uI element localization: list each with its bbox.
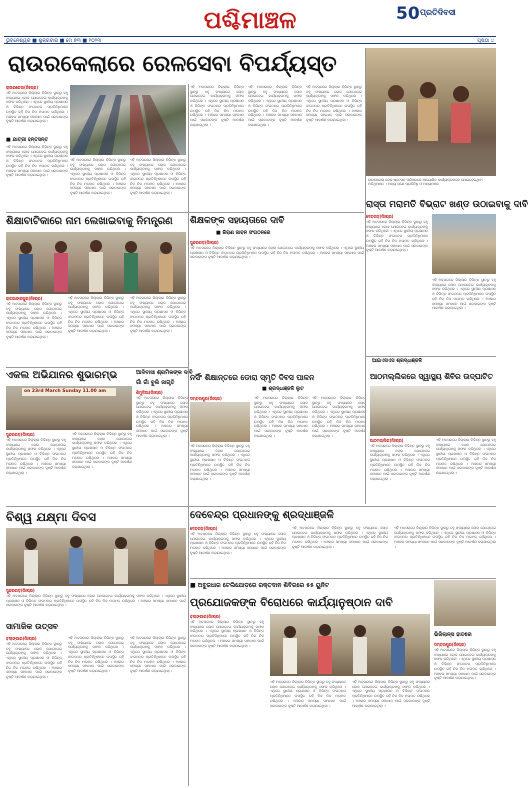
health-byline: ଆଠମଲ୍ଲିକ(ନିଃପ୍ର) [370,438,404,443]
rule-h4 [190,578,496,579]
ekal-byline: ସୁନ୍ଦରଗଡ଼(ନିଃପ୍ର) [6,432,35,437]
protest-photo [270,614,430,676]
rule-h3 [6,506,496,507]
social-col-a: ଏହି ଅବସରରେ ଜିଲ୍ଲାର ବିଭିନ୍ନ ସ୍ଥାନରୁ ବହୁ ସଂଖ୍ୟାରେ ଲୋକ ଯୋଗଦେଇ କାର୍ଯ୍ୟକ୍ରମକୁ ସଫଳ କରିଥିଲେ । ଏଥିରେ ସ୍ଥାନୀୟ ପ୍ରଶାସନ ଓ ବିଭିନ୍ନ ସଂଗଠନର ପ୍ରତିନିଧିମାନେ ଉପସ୍ଥିତ ରହି ନିଜ ନିଜ ମତାମତ ରଖିଥିଲେ । ଅଞ୍ଚଳର ସମସ୍ୟା ସମାଧାନ ପାଇଁ ସରକାରଙ୍କ ଦୃଷ୍ଟି ଆକର୍ଷଣ କରାଯାଇଥିଲା । [6,642,62,679]
ekal-banner-text: on 23rd March Sunday 11.00 am [24,389,107,394]
protest-byline: ବଲାଙ୍ଗୀର(ନିଃପ୍ର) [190,614,221,619]
teacher-byline: ସୁନ୍ଦରଗଡ଼(ନିଃପ୍ର) [190,240,219,245]
date-line: ଭୁବନେଶ୍ୱର ■ ଶୁକ୍ରବାର ■ ମେ ୭୩ ■ ୨୦୨୩ [6,37,102,44]
anniversary-logo [396,4,422,26]
social-col-c: ଏହି ଅବସରରେ ଜିଲ୍ଲାର ବିଭିନ୍ନ ସ୍ଥାନରୁ ବହୁ ସଂଖ୍ୟାରେ ଲୋକ ଯୋଗଦେଇ କାର୍ଯ୍ୟକ୍ରମକୁ ସଫଳ କରିଥିଲେ । ଏଥିରେ ସ୍ଥାନୀୟ ପ୍ରଶାସନ ଓ ବିଭିନ୍ନ ସଂଗଠନର ପ୍ରତିନିଧିମାନେ ଉପସ୍ଥିତ ରହି ନିଜ ନିଜ ମତାମତ ରଖିଥିଲେ । ଅଞ୍ଚଳର ସମସ୍ୟା ସମାଧାନ ପାଇଁ ସରକାରଙ୍କ ଦୃଷ୍ଟି ଆକର୍ଷଣ କରାଯାଇଥିଲା । [130,636,186,673]
tb-photo [6,528,186,586]
teacher-headline: ଶିକ୍ଷକଙ୍କ ସହାୟତାରେ ଦାବି [190,216,285,226]
protest-headline: ପ୍ରଯୋଜକଙ୍କ ବିରୋଧରେ କାର୍ଯ୍ୟାନୁଷ୍ଠାନ ଦାବି [190,596,393,609]
school-byline: ରାଜଗାଙ୍ଗପୁର(ନିଃପ୍ର) [6,296,43,301]
labour-byline: ଶିମୁଳିଆ(ନିଃପ୍ର) [136,390,163,395]
bottom-right-headline: ଭିଜିଲାନ୍ସ ହାତରେ [434,632,472,638]
masthead-title: ପଶ୍ଚିମାଞ୍ଚଳ [203,6,297,34]
date-bar [4,36,496,44]
lead-headline: ରାଉରକେଲାରେ ରେଳସେବା ବିପର୍ଯ୍ୟସ୍ତ [8,52,337,77]
nursing-col-a: ଏହି ଅବସରରେ ଜିଲ୍ଲାର ବିଭିନ୍ନ ସ୍ଥାନରୁ ବହୁ ସଂଖ୍ୟାରେ ଲୋକ ଯୋଗଦେଇ କାର୍ଯ୍ୟକ୍ରମକୁ ସଫଳ କରିଥିଲେ । ଏଥିରେ ସ୍ଥାନୀୟ ପ୍ରଶାସନ ଓ ବିଭିନ୍ନ ସଂଗଠନର ପ୍ରତିନିଧିମାନେ ଉପସ୍ଥିତ ରହି ନିଜ ନିଜ ମତାମତ ରଖିଥିଲେ । ଅଞ୍ଚଳର ସମସ୍ୟା ସମାଧାନ ପାଇଁ ସରକାରଙ୍କ ଦୃଷ୍ଟି ଆକର୍ଷଣ କରାଯାଇଥିଲା । [190,444,250,481]
social-headline: ସାମାଜିକ ଉତ୍ସବ [6,622,59,631]
pradhan-body [190,526,496,574]
protest-col-c: ଏହି ଅବସରରେ ଜିଲ୍ଲାର ବିଭିନ୍ନ ସ୍ଥାନରୁ ବହୁ ସଂଖ୍ୟାରେ ଲୋକ ଯୋଗଦେଇ କାର୍ଯ୍ୟକ୍ରମକୁ ସଫଳ କରିଥିଲେ । ଏଥିରେ ସ୍ଥାନୀୟ ପ୍ରଶାସନ ଓ ବିଭିନ୍ନ ସଂଗଠନର ପ୍ରତିନିଧିମାନେ ଉପସ୍ଥିତ ରହି ନିଜ ନିଜ ମତାମତ ରଖିଥିଲେ । ଅଞ୍ଚଳର ସମସ୍ୟା ସମାଧାନ ପାଇଁ ସରକାରଙ୍କ ଦୃଷ୍ଟି ଆକର୍ଷଣ କରାଯାଇଥିଲା । [352,680,430,708]
lead-col-e: ଏହି ଅବସରରେ ଜିଲ୍ଲାର ବିଭିନ୍ନ ସ୍ଥାନରୁ ବହୁ ସଂଖ୍ୟାରେ ଲୋକ ଯୋଗଦେଇ କାର୍ଯ୍ୟକ୍ରମକୁ ସଫଳ କରିଥିଲେ । ଏଥିରେ ସ୍ଥାନୀୟ ପ୍ରଶାସନ ଓ ବିଭିନ୍ନ ସଂଗଠନର ପ୍ରତିନିଧିମାନେ ଉପସ୍ଥିତ ରହି ନିଜ ନିଜ ମତାମତ ରଖିଥିଲେ । ଅଞ୍ଚଳର ସମସ୍ୟା ସମାଧାନ ପାଇଁ ସରକାରଙ୍କ ଦୃଷ୍ଟି ଆକର୍ଷଣ କରାଯାଇଥିଲା । [306,85,362,122]
health-photo [370,386,496,436]
nursing-col-c: ଏହି ଅବସରରେ ଜିଲ୍ଲାର ବିଭିନ୍ନ ସ୍ଥାନରୁ ବହୁ ସଂଖ୍ୟାରେ ଲୋକ ଯୋଗଦେଇ କାର୍ଯ୍ୟକ୍ରମକୁ ସଫଳ କରିଥିଲେ । ଏଥିରେ ସ୍ଥାନୀୟ ପ୍ରଶାସନ ଓ ବିଭିନ୍ନ ସଂଗଠନର ପ୍ରତିନିଧିମାନେ ଉପସ୍ଥିତ ରହି ନିଜ ନିଜ ମତାମତ ରଖିଥିଲେ । ଅଞ୍ଚଳର ସମସ୍ୟା ସମାଧାନ ପାଇଁ ସରକାରଙ୍କ ଦୃଷ୍ଟି ଆକର୍ଷଣ କରାଯାଇଥିଲା । [312,396,366,438]
lead-col-c: ଏହି ଅବସରରେ ଜିଲ୍ଲାର ବିଭିନ୍ନ ସ୍ଥାନରୁ ବହୁ ସଂଖ୍ୟାରେ ଲୋକ ଯୋଗଦେଇ କାର୍ଯ୍ୟକ୍ରମକୁ ସଫଳ କରିଥିଲେ । ଏଥିରେ ସ୍ଥାନୀୟ ପ୍ରଶାସନ ଓ ବିଭିନ୍ନ ସଂଗଠନର ପ୍ରତିନିଧିମାନେ ଉପସ୍ଥିତ ରହି ନିଜ ନିଜ ମତାମତ ରଖିଥିଲେ । ଅଞ୍ଚଳର ସମସ୍ୟା ସମାଧାନ ପାଇଁ ସରକାରଙ୍କ ଦୃଷ୍ଟି ଆକର୍ଷଣ କରାଯାଇଥିଲା । [190,85,244,127]
rule-h1 [6,212,364,213]
bottom-right-byline: ସମ୍ବଲପୁର(ନିଃପ୍ର) [434,642,466,647]
labour-body-text: ଏହି ଅବସରରେ ଜିଲ୍ଲାର ବିଭିନ୍ନ ସ୍ଥାନରୁ ବହୁ ସଂଖ୍ୟାରେ ଲୋକ ଯୋଗଦେଇ କାର୍ଯ୍ୟକ୍ରମକୁ ସଫଳ କରିଥିଲେ । ଏଥିରେ ସ୍ଥାନୀୟ ପ୍ରଶାସନ ଓ ବିଭିନ୍ନ ସଂଗଠନର ପ୍ରତିନିଧିମାନେ ଉପସ୍ଥିତ ରହି ନିଜ ନିଜ ମତାମତ ରଖିଥିଲେ । ଅଞ୍ଚଳର ସମସ୍ୟା ସମାଧାନ ପାଇଁ ସରକାରଙ୍କ ଦୃଷ୍ଟି ଆକର୍ଷଣ କରାଯାଇଥିଲା । [136,396,188,438]
nursing-photo [190,402,250,442]
nursing-col-b: ଏହି ଅବସରରେ ଜିଲ୍ଲାର ବିଭିନ୍ନ ସ୍ଥାନରୁ ବହୁ ସଂଖ୍ୟାରେ ଲୋକ ଯୋଗଦେଇ କାର୍ଯ୍ୟକ୍ରମକୁ ସଫଳ କରିଥିଲେ । ଏଥିରେ ସ୍ଥାନୀୟ ପ୍ରଶାସନ ଓ ବିଭିନ୍ନ ସଂଗଠନର ପ୍ରତିନିଧିମାନେ ଉପସ୍ଥିତ ରହି ନିଜ ନିଜ ମତାମତ ରଖିଥିଲେ । ଅଞ୍ଚଳର ସମସ୍ୟା ସମାଧାନ ପାଇଁ ସରକାରଙ୍କ ଦୃଷ୍ଟି ଆକର୍ଷଣ କରାଯାଇଥିଲା । [254,396,308,438]
lead-text-col [6,85,68,210]
nursing-headline: ନର୍ସିଂ ଶିକ୍ଷାନ୍ତରେ ଡୋରା ସ୍ମୃତି ଦିବସ ପାଳନ [190,373,315,382]
pradhan-headline: ଦେବେନ୍ଦ୍ର ପ୍ରଧାନଙ୍କୁ ଶ୍ରଦ୍ଧାଞ୍ଜଳି [190,510,334,521]
bottom-right-body [434,642,496,786]
ekal-headline: ଏକଲ ଅଭିଯାନର ଶୁଭାରମ୍ଭ [6,370,118,381]
teacher-body-text: ଏହି ଅବସରରେ ଜିଲ୍ଲାର ବିଭିନ୍ନ ସ୍ଥାନରୁ ବହୁ ସଂଖ୍ୟାରେ ଲୋକ ଯୋଗଦେଇ କାର୍ଯ୍ୟକ୍ରମକୁ ସଫଳ କରିଥିଲେ । ଏଥିରେ ସ୍ଥାନୀୟ ପ୍ରଶାସନ ଓ ବିଭିନ୍ନ ସଂଗଠନର ପ୍ରତିନିଧିମାନେ ଉପସ୍ଥିତ ରହି ନିଜ ନିଜ ମତାମତ ରଖିଥିଲେ । ଅଞ୍ଚଳର ସମସ୍ୟା ସମାଧାନ ପାଇଁ ସରକାରଙ୍କ ଦୃଷ୍ଟି ଆକର୍ଷଣ କରାଯାଇଥିଲା । [190,246,364,260]
lead-columns [70,158,186,210]
school-photo [6,232,186,294]
labour-body [136,390,188,504]
ekal-body [6,432,132,504]
lead-photo [70,85,186,155]
road-body-a: ଏହି ଅବସରରେ ଜିଲ୍ଲାର ବିଭିନ୍ନ ସ୍ଥାନରୁ ବହୁ ସଂଖ୍ୟାରେ ଲୋକ ଯୋଗଦେଇ କାର୍ଯ୍ୟକ୍ରମକୁ ସଫଳ କରିଥିଲେ । ଏଥିରେ ସ୍ଥାନୀୟ ପ୍ରଶାସନ ଓ ବିଭିନ୍ନ ସଂଗଠନର ପ୍ରତିନିଧିମାନେ ଉପସ୍ଥିତ ରହି ନିଜ ନିଜ ମତାମତ ରଖିଥିଲେ । ଅଞ୍ଚଳର ସମସ୍ୟା ସମାଧାନ ପାଇଁ ସରକାରଙ୍କ ଦୃଷ୍ଟି ଆକର୍ଷଣ କରାଯାଇଥିଲା । [366,220,428,253]
page-number: ପୃଷ୍ଠା ୪ [477,37,494,44]
protest-body [190,614,430,786]
nursing-subhead: ■ ଶ୍ରଦ୍ଧାଞ୍ଜଳି ଲୁଟ [262,386,304,392]
protest-col-a: ଏହି ଅବସରରେ ଜିଲ୍ଲାର ବିଭିନ୍ନ ସ୍ଥାନରୁ ବହୁ ସଂଖ୍ୟାରେ ଲୋକ ଯୋଗଦେଇ କାର୍ଯ୍ୟକ୍ରମକୁ ସଫଳ କରିଥିଲେ । ଏଥିରେ ସ୍ଥାନୀୟ ପ୍ରଶାସନ ଓ ବିଭିନ୍ନ ସଂଗଠନର ପ୍ରତିନିଧିମାନେ ଉପସ୍ଥିତ ରହି ନିଜ ନିଜ ମତାମତ ରଖିଥିଲେ । ଅଞ୍ଚଳର ସମସ୍ୟା ସମାଧାନ ପାଇଁ ସରକାରଙ୍କ ଦୃଷ୍ଟି ଆକର୍ଷଣ କରାଯାଇଥିଲା । [190,620,264,648]
event-photo [366,48,496,176]
rule-v1 [188,84,189,786]
school-col-b: ଏହି ଅବସରରେ ଜିଲ୍ଲାର ବିଭିନ୍ନ ସ୍ଥାନରୁ ବହୁ ସଂଖ୍ୟାରେ ଲୋକ ଯୋଗଦେଇ କାର୍ଯ୍ୟକ୍ରମକୁ ସଫଳ କରିଥିଲେ । ଏଥିରେ ସ୍ଥାନୀୟ ପ୍ରଶାସନ ଓ ବିଭିନ୍ନ ସଂଗଠନର ପ୍ରତିନିଧିମାନେ ଉପସ୍ଥିତ ରହି ନିଜ ନିଜ ମତାମତ ରଖିଥିଲେ । ଅଞ୍ଚଳର ସମସ୍ୟା ସମାଧାନ ପାଇଁ ସରକାରଙ୍କ ଦୃଷ୍ଟି ଆକର୍ଷଣ କରାଯାଇଥିଲା । [68,296,124,333]
nursing-byline: ସମ୍ବଲପୁର(ନିଃପ୍ର) [190,396,222,401]
ekal-col-b: ଏହି ଅବସରରେ ଜିଲ୍ଲାର ବିଭିନ୍ନ ସ୍ଥାନରୁ ବହୁ ସଂଖ୍ୟାରେ ଲୋକ ଯୋଗଦେଇ କାର୍ଯ୍ୟକ୍ରମକୁ ସଫଳ କରିଥିଲେ । ଏଥିରେ ସ୍ଥାନୀୟ ପ୍ରଶାସନ ଓ ବିଭିନ୍ନ ସଂଗଠନର ପ୍ରତିନିଧିମାନେ ଉପସ୍ଥିତ ରହି ନିଜ ନିଜ ମତାମତ ରଖିଥିଲେ । ଅଞ୍ଚଳର ସମସ୍ୟା ସମାଧାନ ପାଇଁ ସରକାରଙ୍କ ଦୃଷ୍ଟି ଆକର୍ଷଣ କରାଯାଇଥିଲା । [72,432,132,469]
brand-name: ପ୍ରତିଦିବସୀ [420,8,456,17]
pradhan-col-c: ଏହି ଅବସରରେ ଜିଲ୍ଲାର ବିଭିନ୍ନ ସ୍ଥାନରୁ ବହୁ ସଂଖ୍ୟାରେ ଲୋକ ଯୋଗଦେଇ କାର୍ଯ୍ୟକ୍ରମକୁ ସଫଳ କରିଥିଲେ । ଏଥିରେ ସ୍ଥାନୀୟ ପ୍ରଶାସନ ଓ ବିଭିନ୍ନ ସଂଗଠନର ପ୍ରତିନିଧିମାନେ ଉପସ୍ଥିତ ରହି ନିଜ ନିଜ ମତାମତ ରଖିଥିଲେ । ଅଞ୍ଚଳର ସମସ୍ୟା ସମାଧାନ ପାଇଁ ସରକାରଙ୍କ ଦୃଷ୍ଟି ଆକର୍ଷଣ କରାଯାଇଥିଲା । [394,526,496,549]
pradhan-col-a: ଏହି ଅବସରରେ ଜିଲ୍ଲାର ବିଭିନ୍ନ ସ୍ଥାନରୁ ବହୁ ସଂଖ୍ୟାରେ ଲୋକ ଯୋଗଦେଇ କାର୍ଯ୍ୟକ୍ରମକୁ ସଫଳ କରିଥିଲେ । ଏଥିରେ ସ୍ଥାନୀୟ ପ୍ରଶାସନ ଓ ବିଭିନ୍ନ ସଂଗଠନର ପ୍ରତିନିଧିମାନେ ଉପସ୍ଥିତ ରହି ନିଜ ନିଜ ମତାମତ ରଖିଥିଲେ । ଅଞ୍ଚଳର ସମସ୍ୟା ସମାଧାନ ପାଇଁ ସରକାରଙ୍କ ଦୃଷ୍ଟି ଆକର୍ଷଣ କରାଯାଇଥିଲା । [190,532,286,555]
social-body [6,636,186,786]
ekal-col-a: ଏହି ଅବସରରେ ଜିଲ୍ଲାର ବିଭିନ୍ନ ସ୍ଥାନରୁ ବହୁ ସଂଖ୍ୟାରେ ଲୋକ ଯୋଗଦେଇ କାର୍ଯ୍ୟକ୍ରମକୁ ସଫଳ କରିଥିଲେ । ଏଥିରେ ସ୍ଥାନୀୟ ପ୍ରଶାସନ ଓ ବିଭିନ୍ନ ସଂଗଠନର ପ୍ରତିନିଧିମାନେ ଉପସ୍ଥିତ ରହି ନିଜ ନିଜ ମତାମତ ରଖିଥିଲେ । ଅଞ୍ଚଳର ସମସ୍ୟା ସମାଧାନ ପାଇଁ ସରକାରଙ୍କ ଦୃଷ୍ଟି ଆକର୍ଷଣ କରାଯାଇଥିଲା । [6,438,66,475]
social-col-b: ଏହି ଅବସରରେ ଜିଲ୍ଲାର ବିଭିନ୍ନ ସ୍ଥାନରୁ ବହୁ ସଂଖ୍ୟାରେ ଲୋକ ଯୋଗଦେଇ କାର୍ଯ୍ୟକ୍ରମକୁ ସଫଳ କରିଥିଲେ । ଏଥିରେ ସ୍ଥାନୀୟ ପ୍ରଶାସନ ଓ ବିଭିନ୍ନ ସଂଗଠନର ପ୍ରତିନିଧିମାନେ ଉପସ୍ଥିତ ରହି ନିଜ ନିଜ ମତାମତ ରଖିଥିଲେ । ଅଞ୍ଚଳର ସମସ୍ୟା ସମାଧାନ ପାଇଁ ସରକାରଙ୍କ ଦୃଷ୍ଟି ଆକର୍ଷଣ କରାଯାଇଥିଲା । [68,636,124,673]
labour-headline: ଆଦିବାସୀ ଶ୍ରମିକଙ୍କ ଦାବି [136,370,193,376]
lead-body-2: ଏହି ଅବସରରେ ଜିଲ୍ଲାର ବିଭିନ୍ନ ସ୍ଥାନରୁ ବହୁ ସଂଖ୍ୟାରେ ଲୋକ ଯୋଗଦେଇ କାର୍ଯ୍ୟକ୍ରମକୁ ସଫଳ କରିଥିଲେ । ଏଥିରେ ସ୍ଥାନୀୟ ପ୍ରଶାସନ ଓ ବିଭିନ୍ନ ସଂଗଠନର ପ୍ରତିନିଧିମାନେ ଉପସ୍ଥିତ ରହି ନିଜ ନିଜ ମତାମତ ରଖିଥିଲେ । ଅଞ୍ଚଳର ସମସ୍ୟା ସମାଧାନ ପାଇଁ ସରକାରଙ୍କ ଦୃଷ୍ଟି ଆକର୍ଷଣ କରାଯାଇଥିଲା । [6,145,68,178]
tb-body [6,588,186,618]
health-kicker: ଆଇଏସଏସ ଶ୍ରଦ୍ଧାଞ୍ଜଳି [372,358,422,364]
road-photo [432,214,496,274]
bottom-right-photo [434,580,496,626]
school-col-a: ଏହି ଅବସରରେ ଜିଲ୍ଲାର ବିଭିନ୍ନ ସ୍ଥାନରୁ ବହୁ ସଂଖ୍ୟାରେ ଲୋକ ଯୋଗଦେଇ କାର୍ଯ୍ୟକ୍ରମକୁ ସଫଳ କରିଥିଲେ । ଏଥିରେ ସ୍ଥାନୀୟ ପ୍ରଶାସନ ଓ ବିଭିନ୍ନ ସଂଗଠନର ପ୍ରତିନିଧିମାନେ ଉପସ୍ଥିତ ରହି ନିଜ ନିଜ ମତାମତ ରଖିଥିଲେ । ଅଞ୍ଚଳର ସମସ୍ୟା ସମାଧାନ ପାଇଁ ସରକାରଙ୍କ ଦୃଷ୍ଟି ଆକର୍ଷଣ କରାଯାଇଥିଲା । [6,302,62,339]
road-body-b: ଏହି ଅବସରରେ ଜିଲ୍ଲାର ବିଭିନ୍ନ ସ୍ଥାନରୁ ବହୁ ସଂଖ୍ୟାରେ ଲୋକ ଯୋଗଦେଇ କାର୍ଯ୍ୟକ୍ରମକୁ ସଫଳ କରିଥିଲେ । ଏଥିରେ ସ୍ଥାନୀୟ ପ୍ରଶାସନ ଓ ବିଭିନ୍ନ ସଂଗଠନର ପ୍ରତିନିଧିମାନେ ଉପସ୍ଥିତ ରହି ନିଜ ନିଜ ମତାମତ ରଖିଥିଲେ । ଅଞ୍ଚଳର ସମସ୍ୟା ସମାଧାନ ପାଇଁ ସରକାରଙ୍କ ଦୃଷ୍ଟି ଆକର୍ଷଣ କରାଯାଇଥିଲା । [432,278,496,311]
event-photo-caption: ରାଉରକେଲା ରେଳ ଷ୍ଟେସନ ପରିସରରେ ଆୟୋଜିତ କାର୍ଯ୍ୟକ୍ରମରେ ଯୋଗଦେଇଥିବା ଅତିଥିମାନେ । ଅନ୍ୟ ଜଣେ ପ୍ରତିନିଧି ଓ ଅନ୍ୟମାନେ [368,178,483,187]
rule-v2 [365,48,366,504]
ekal-photo [6,386,132,430]
blood-headline: ■ ଅବୁଜଧାର ଟେଲିଯୋଡ଼ରେ ରକ୍ତଦାନ ଶିବିରରେ ୫୫ ୟୁନିଟ [190,582,330,589]
social-byline: ବଲାଙ୍ଗୀର(ନିଃପ୍ର) [6,636,37,641]
health-col-b: ଏହି ଅବସରରେ ଜିଲ୍ଲାର ବିଭିନ୍ନ ସ୍ଥାନରୁ ବହୁ ସଂଖ୍ୟାରେ ଲୋକ ଯୋଗଦେଇ କାର୍ଯ୍ୟକ୍ରମକୁ ସଫଳ କରିଥିଲେ । ଏଥିରେ ସ୍ଥାନୀୟ ପ୍ରଶାସନ ଓ ବିଭିନ୍ନ ସଂଗଠନର ପ୍ରତିନିଧିମାନେ ଉପସ୍ଥିତ ରହି ନିଜ ନିଜ ମତାମତ ରଖିଥିଲେ । ଅଞ୍ଚଳର ସମସ୍ୟା ସମାଧାନ ପାଇଁ ସରକାରଙ୍କ ଦୃଷ୍ଟି ଆକର୍ଷଣ କରାଯାଇଥିଲା । [436,438,496,475]
rule-h2 [6,367,188,368]
road-byline: ଦେବଗଡ଼(ନିଃପ୍ର) [366,214,394,219]
health-headline: ଆଠମଲ୍ଲିକରେ ସ୍ୱାସ୍ଥ୍ୟ ଶିବିର ଉଦ୍‌ଘାଟିତ [370,372,493,381]
health-col-a: ଏହି ଅବସରରେ ଜିଲ୍ଲାର ବିଭିନ୍ନ ସ୍ଥାନରୁ ବହୁ ସଂଖ୍ୟାରେ ଲୋକ ଯୋଗଦେଇ କାର୍ଯ୍ୟକ୍ରମକୁ ସଫଳ କରିଥିଲେ । ଏଥିରେ ସ୍ଥାନୀୟ ପ୍ରଶାସନ ଓ ବିଭିନ୍ନ ସଂଗଠନର ପ୍ରତିନିଧିମାନେ ଉପସ୍ଥିତ ରହି ନିଜ ନିଜ ମତାମତ ରଖିଥିଲେ । ଅଞ୍ଚଳର ସମସ୍ୟା ସମାଧାନ ପାଇଁ ସରକାରଙ୍କ ଦୃଷ୍ଟି ଆକର୍ଷଣ କରାଯାଇଥିଲା । [370,444,430,481]
lead-col-d: ଏହି ଅବସରରେ ଜିଲ୍ଲାର ବିଭିନ୍ନ ସ୍ଥାନରୁ ବହୁ ସଂଖ୍ୟାରେ ଲୋକ ଯୋଗଦେଇ କାର୍ଯ୍ୟକ୍ରମକୁ ସଫଳ କରିଥିଲେ । ଏଥିରେ ସ୍ଥାନୀୟ ପ୍ରଶାସନ ଓ ବିଭିନ୍ନ ସଂଗଠନର ପ୍ରତିନିଧିମାନେ ଉପସ୍ଥିତ ରହି ନିଜ ନିଜ ମତାମତ ରଖିଥିଲେ । ଅଞ୍ଚଳର ସମସ୍ୟା ସମାଧାନ ପାଇଁ ସରକାରଙ୍କ ଦୃଷ୍ଟି ଆକର୍ଷଣ କରାଯାଇଥିଲା । [248,85,302,127]
lead-subhead: ■ ଯାତ୍ରୀ ହନ୍ତସନ୍ତ [6,137,49,143]
lead-col-a: ଏହି ଅବସରରେ ଜିଲ୍ଲାର ବିଭିନ୍ନ ସ୍ଥାନରୁ ବହୁ ସଂଖ୍ୟାରେ ଲୋକ ଯୋଗଦେଇ କାର୍ଯ୍ୟକ୍ରମକୁ ସଫଳ କରିଥିଲେ । ଏଥିରେ ସ୍ଥାନୀୟ ପ୍ରଶାସନ ଓ ବିଭିନ୍ନ ସଂଗଠନର ପ୍ରତିନିଧିମାନେ ଉପସ୍ଥିତ ରହି ନିଜ ନିଜ ମତାମତ ରଖିଥିଲେ । ଅଞ୍ଚଳର ସମସ୍ୟା ସମାଧାନ ପାଇଁ ସରକାରଙ୍କ ଦୃଷ୍ଟି ଆକର୍ଷଣ କରାଯାଇଥିଲା । [70,158,126,195]
school-col-c: ଏହି ଅବସରରେ ଜିଲ୍ଲାର ବିଭିନ୍ନ ସ୍ଥାନରୁ ବହୁ ସଂଖ୍ୟାରେ ଲୋକ ଯୋଗଦେଇ କାର୍ଯ୍ୟକ୍ରମକୁ ସଫଳ କରିଥିଲେ । ଏଥିରେ ସ୍ଥାନୀୟ ପ୍ରଶାସନ ଓ ବିଭିନ୍ନ ସଂଗଠନର ପ୍ରତିନିଧିମାନେ ଉପସ୍ଥିତ ରହି ନିଜ ନିଜ ମତାମତ ରଖିଥିଲେ । ଅଞ୍ଚଳର ସମସ୍ୟା ସମାଧାନ ପାଇଁ ସରକାରଙ୍କ ଦୃଷ୍ଟି ଆକର୍ଷଣ କରାଯାଇଥିଲା । [130,296,186,333]
ekal-banner [22,388,116,396]
nursing-body [190,396,366,504]
road-story [366,214,496,354]
labour-subhead: ଗାଁ ଗାଁ ବୁଲି ଜାଗୃତି [136,380,175,386]
lead-col-b: ଏହି ଅବସରରେ ଜିଲ୍ଲାର ବିଭିନ୍ନ ସ୍ଥାନରୁ ବହୁ ସଂଖ୍ୟାରେ ଲୋକ ଯୋଗଦେଇ କାର୍ଯ୍ୟକ୍ରମକୁ ସଫଳ କରିଥିଲେ । ଏଥିରେ ସ୍ଥାନୀୟ ପ୍ରଶାସନ ଓ ବିଭିନ୍ନ ସଂଗଠନର ପ୍ରତିନିଧିମାନେ ଉପସ୍ଥିତ ରହି ନିଜ ନିଜ ମତାମତ ରଖିଥିଲେ । ଅଞ୍ଚଳର ସମସ୍ୟା ସମାଧାନ ପାଇଁ ସରକାରଙ୍କ ଦୃଷ୍ଟି ଆକର୍ଷଣ କରାଯାଇଥିଲା । [130,158,186,195]
health-body [370,386,496,504]
lead-byline: ରାଉରକେଲା(ନିଃପ୍ର) [6,85,39,90]
masthead [0,0,500,46]
lead-body: ଏହି ଅବସରରେ ଜିଲ୍ଲାର ବିଭିନ୍ନ ସ୍ଥାନରୁ ବହୁ ସଂଖ୍ୟାରେ ଲୋକ ଯୋଗଦେଇ କାର୍ଯ୍ୟକ୍ରମକୁ ସଫଳ କରିଥିଲେ । ଏଥିରେ ସ୍ଥାନୀୟ ପ୍ରଶାସନ ଓ ବିଭିନ୍ନ ସଂଗଠନର ପ୍ରତିନିଧିମାନେ ଉପସ୍ଥିତ ରହି ନିଜ ନିଜ ମତାମତ ରଖିଥିଲେ । ଅଞ୍ଚଳର ସମସ୍ୟା ସମାଧାନ ପାଇଁ ସରକାରଙ୍କ ଦୃଷ୍ଟି ଆକର୍ଷଣ କରାଯାଇଥିଲା । [6,91,68,124]
tb-headline: ବିଶ୍ୱ ଯକ୍ଷ୍ମା ଦିବସ [6,510,96,524]
school-body [6,296,186,366]
lead-columns-right [190,85,362,210]
pradhan-col-b: ଏହି ଅବସରରେ ଜିଲ୍ଲାର ବିଭିନ୍ନ ସ୍ଥାନରୁ ବହୁ ସଂଖ୍ୟାରେ ଲୋକ ଯୋଗଦେଇ କାର୍ଯ୍ୟକ୍ରମକୁ ସଫଳ କରିଥିଲେ । ଏଥିରେ ସ୍ଥାନୀୟ ପ୍ରଶାସନ ଓ ବିଭିନ୍ନ ସଂଗଠନର ପ୍ରତିନିଧିମାନେ ଉପସ୍ଥିତ ରହି ନିଜ ନିଜ ମତାମତ ରଖିଥିଲେ । ଅଞ୍ଚଳର ସମସ୍ୟା ସମାଧାନ ପାଇଁ ସରକାରଙ୍କ ଦୃଷ୍ଟି ଆକର୍ଷଣ କରାଯାଇଥିଲା । [292,526,388,549]
teacher-body [190,240,364,368]
bottom-right-body-text: ଏହି ଅବସରରେ ଜିଲ୍ଲାର ବିଭିନ୍ନ ସ୍ଥାନରୁ ବହୁ ସଂଖ୍ୟାରେ ଲୋକ ଯୋଗଦେଇ କାର୍ଯ୍ୟକ୍ରମକୁ ସଫଳ କରିଥିଲେ । ଏଥିରେ ସ୍ଥାନୀୟ ପ୍ରଶାସନ ଓ ବିଭିନ୍ନ ସଂଗଠନର ପ୍ରତିନିଧିମାନେ ଉପସ୍ଥିତ ରହି ନିଜ ନିଜ ମତାମତ ରଖିଥିଲେ । ଅଞ୍ଚଳର ସମସ୍ୟା ସମାଧାନ ପାଇଁ ସରକାରଙ୍କ ଦୃଷ୍ଟି ଆକର୍ଷଣ କରାଯାଇଥିଲା । [434,648,496,681]
road-headline: ରାସ୍ତା ମରାମତି ବିଭ୍ରାଟ ଖଣ୍ଡ ଉଠାଇବାକୁ ଦାବି [366,200,528,210]
anniversary-number: 50 [396,4,420,24]
pradhan-byline: ଦେବଗଡ଼(ନିଃପ୍ର) [190,526,218,531]
rule-h5 [366,356,496,357]
school-headline: ଶିକ୍ଷାବାଟିକାରେ ନାମ ଲେଖାଇବାକୁ ନିମନ୍ତ୍ରଣ [6,216,173,227]
tb-byline: ସୁନ୍ଦରଗଡ଼(ନିଃପ୍ର) [6,588,35,593]
teacher-subhead: ■ କିରାଣ ଜାବନ ସଂଗଠନରେ [216,230,271,236]
protest-col-b: ଏହି ଅବସରରେ ଜିଲ୍ଲାର ବିଭିନ୍ନ ସ୍ଥାନରୁ ବହୁ ସଂଖ୍ୟାରେ ଲୋକ ଯୋଗଦେଇ କାର୍ଯ୍ୟକ୍ରମକୁ ସଫଳ କରିଥିଲେ । ଏଥିରେ ସ୍ଥାନୀୟ ପ୍ରଶାସନ ଓ ବିଭିନ୍ନ ସଂଗଠନର ପ୍ରତିନିଧିମାନେ ଉପସ୍ଥିତ ରହି ନିଜ ନିଜ ମତାମତ ରଖିଥିଲେ । ଅଞ୍ଚଳର ସମସ୍ୟା ସମାଧାନ ପାଇଁ ସରକାରଙ୍କ ଦୃଷ୍ଟି ଆକର୍ଷଣ କରାଯାଇଥିଲା । [270,680,346,708]
tb-body-text: ଏହି ଅବସରରେ ଜିଲ୍ଲାର ବିଭିନ୍ନ ସ୍ଥାନରୁ ବହୁ ସଂଖ୍ୟାରେ ଲୋକ ଯୋଗଦେଇ କାର୍ଯ୍ୟକ୍ରମକୁ ସଫଳ କରିଥିଲେ । ଏଥିରେ ସ୍ଥାନୀୟ ପ୍ରଶାସନ ଓ ବିଭିନ୍ନ ସଂଗଠନର ପ୍ରତିନିଧିମାନେ ଉପସ୍ଥିତ ରହି ନିଜ ନିଜ ମତାମତ ରଖିଥିଲେ । ଅଞ୍ଚଳର ସମସ୍ୟା ସମାଧାନ ପାଇଁ ସରକାରଙ୍କ ଦୃଷ୍ଟି ଆକର୍ଷଣ କରାଯାଇଥିଲା । [6,594,186,608]
